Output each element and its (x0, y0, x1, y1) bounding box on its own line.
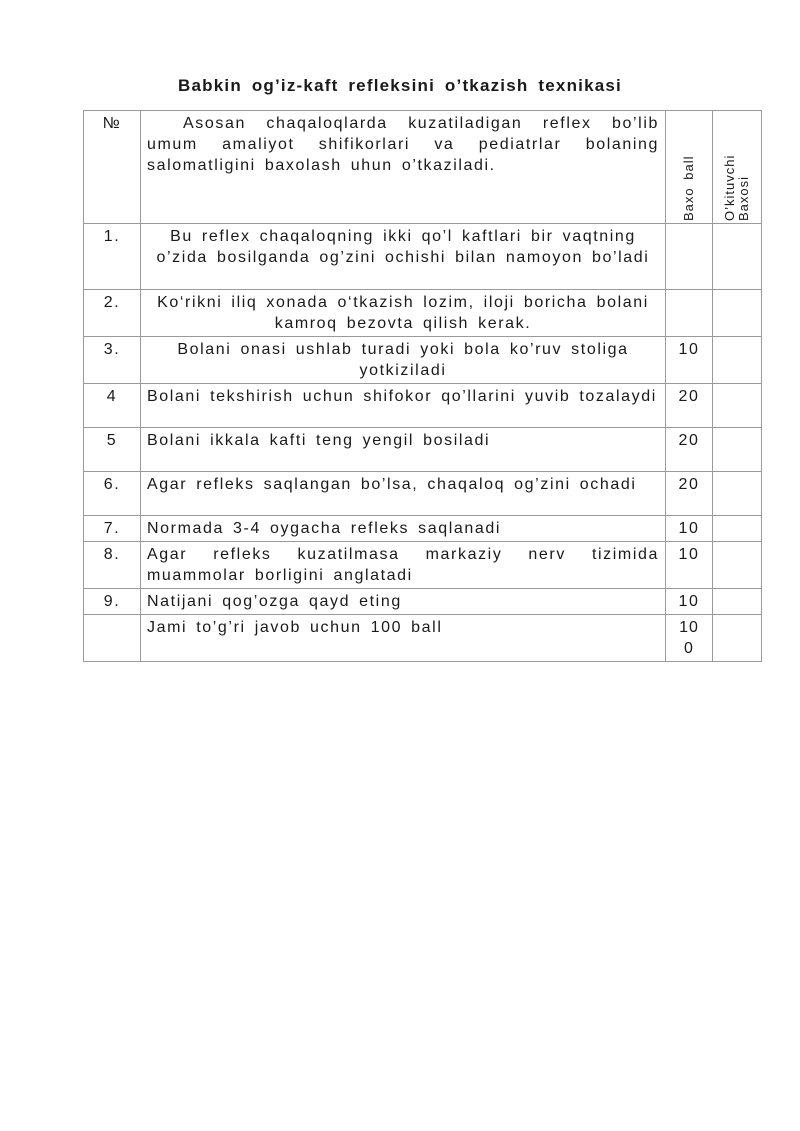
row-number: 5 (84, 428, 141, 472)
row-number: 6. (84, 472, 141, 516)
row-text: Bolani onasi ushlab turadi yoki bola ko’ruv stoliga yotkiziladi (141, 337, 666, 384)
row-grade (713, 516, 762, 542)
row-score: 10 (666, 516, 713, 542)
document-title: Babkin og’iz-kaft refleksini o’tkazish texnikasi (178, 76, 622, 95)
row-grade (713, 384, 762, 428)
header-score-label: Baxo ball (681, 155, 696, 221)
table-header-row (84, 111, 762, 224)
table-row (84, 337, 762, 384)
row-number: 7. (84, 516, 141, 542)
row-number: 3. (84, 337, 141, 384)
row-text: Natijani qog’ozga qayd eting (141, 589, 666, 615)
row-text: Ko‘rikni iliq xonada o‘tkazish lozim, iloji boricha bolani kamroq bezovta qilish kerak. (141, 290, 666, 337)
row-text: Normada 3-4 oygacha refleks saqlanadi (141, 516, 666, 542)
row-text: Bolani ikkala kafti teng yengil bosiladi (141, 428, 666, 472)
table-row (84, 290, 762, 337)
table-row (84, 472, 762, 516)
row-score: 10 (666, 337, 713, 384)
header-number: № (84, 111, 141, 224)
row-number: 2. (84, 290, 141, 337)
table-row (84, 589, 762, 615)
row-score: 20 (666, 472, 713, 516)
row-score (666, 290, 713, 337)
row-text: Agar refleks kuzatilmasa markaziy nerv tizimida muammolar borligini anglatadi (141, 542, 666, 589)
row-number: 1. (84, 224, 141, 290)
row-number: 4 (84, 384, 141, 428)
reflex-technique-table (83, 110, 762, 662)
table-row (84, 542, 762, 589)
total-score: 100 (666, 615, 713, 662)
row-grade (713, 428, 762, 472)
header-teacher-grade (713, 111, 762, 224)
row-grade (713, 290, 762, 337)
row-grade (713, 472, 762, 516)
row-number (84, 615, 141, 662)
row-score: 10 (666, 542, 713, 589)
row-text: Bu reflex chaqaloqning ikki qo’l kaftlari bir vaqtning o’zida bosilganda og’zini ochishi bilan namoyon bo’ladi (141, 224, 666, 290)
table-row (84, 384, 762, 428)
row-score (666, 224, 713, 290)
table-total-row (84, 615, 762, 662)
row-score: 20 (666, 384, 713, 428)
header-score (666, 111, 713, 224)
row-grade (713, 615, 762, 662)
row-score: 20 (666, 428, 713, 472)
total-text: Jami to’g’ri javob uchun 100 ball (141, 615, 666, 662)
row-score: 10 (666, 589, 713, 615)
row-number: 8. (84, 542, 141, 589)
row-grade (713, 224, 762, 290)
row-number: 9. (84, 589, 141, 615)
header-grade-label-1: O’kituvchi (722, 154, 737, 221)
table-row (84, 516, 762, 542)
row-grade (713, 337, 762, 384)
table-row (84, 224, 762, 290)
header-grade-label-2: Baxosi (736, 175, 751, 221)
header-description: Asosan chaqaloqlarda kuzatiladigan reflex bo’lib umum amaliyot shifikorlari va pediatrlar bolaning salomatligini baxolash uhun o’tkaziladi. (141, 111, 666, 224)
row-grade (713, 542, 762, 589)
row-text: Bolani tekshirish uchun shifokor qo’llarini yuvib tozalaydi (141, 384, 666, 428)
row-grade (713, 589, 762, 615)
row-text: Agar refleks saqlangan bo’lsa, chaqaloq og’zini ochadi (141, 472, 666, 516)
table-row (84, 428, 762, 472)
